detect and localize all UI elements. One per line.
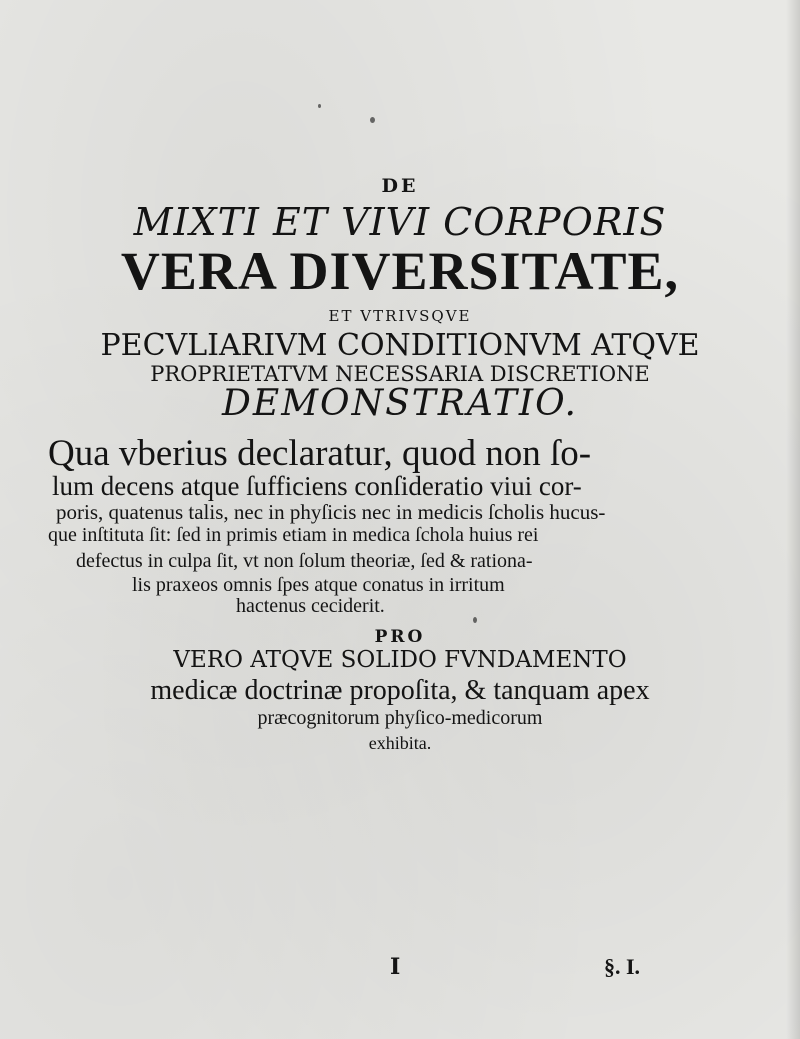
page-edge-shadow [786, 0, 800, 1039]
ink-spot [318, 104, 321, 108]
heading-proprietatum: PROPRIETATVM NECESSARIA DISCRETIONE [150, 362, 650, 386]
paragraph-line-6: lis praxeos omnis ſpes atque conatus in irritum [132, 574, 505, 596]
paragraph-line-3: poris, quatenus talis, nec in phyſicis nec in medicis ſcholis hucus- [56, 500, 606, 524]
paragraph-line-4: que inſtituta ſit: ſed in primis etiam in medica ſchola huius rei [48, 524, 539, 546]
paragraph-line-5: defectus in culpa ſit, vt non ſolum theoriæ, ſed & rationa- [76, 550, 533, 572]
heading-vera-diversitate: VERA DIVERSITATE, [120, 241, 680, 301]
text-praecognitorum: præcognitorum phyſico-medicorum [257, 707, 543, 729]
text-medicae-doctrinae: medicæ doctrinæ propoſita, & tanquam apex [150, 675, 650, 706]
paragraph-line-1: Qua vberius declaratur, quod non ſo- [48, 433, 592, 474]
catchword: §. I. [604, 954, 641, 979]
heading-vero-fundamento: VERO ATQVE SOLIDO FVNDAMENTO [173, 647, 627, 673]
paragraph-line-2: lum decens atque ſufficiens conſideratio viui cor- [52, 471, 582, 501]
signature-mark: I [390, 954, 401, 980]
heading-et-utriusque: ET VTRIVSQVE [328, 307, 472, 325]
ink-spot [370, 117, 375, 123]
heading-demonstratio: DEMONSTRATIO. [222, 383, 578, 424]
heading-pro: PRO [374, 627, 426, 647]
heading-de: DE [381, 175, 419, 197]
paragraph-line-7: hactenus ceciderit. [236, 595, 385, 617]
heading-peculiarium: PECVLIARIVM CONDITIONVM ATQVE [100, 328, 700, 363]
heading-mixti: MIXTI ET VIVI CORPORIS [133, 200, 667, 244]
text-exhibita: exhibita. [368, 733, 432, 753]
